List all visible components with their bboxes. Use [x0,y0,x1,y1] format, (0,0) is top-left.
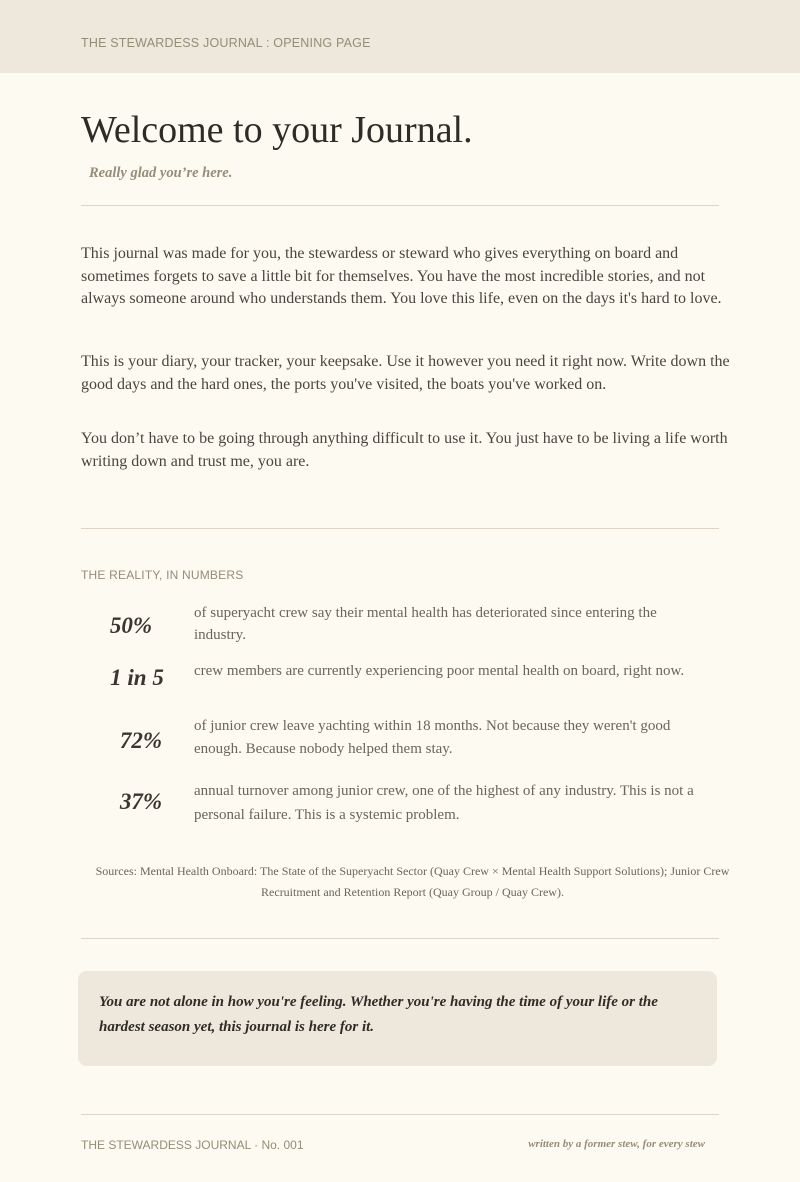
stat-value-3: 72% [119,728,163,753]
stat-text-2: crew members are currently experiencing poor mental health on board, right now. [194,663,685,679]
intro-paragraph-3: You don’t have to be going through anything difficult to use it. You just have to be living a life worth writing down and trust me, you are. [81,430,728,470]
callout-text: You are not alone in how you're feeling. Whether you're having the time of your life or the hardest season yet, this journal is here for it. [99,994,658,1035]
stat-value-1: 50% [109,613,153,638]
footer-journal-label: THE STEWARDESS JOURNAL · No. 001 [81,1138,304,1152]
top-header-bar [0,0,800,73]
stats-heading: THE REALITY, IN NUMBERS [81,568,244,582]
sources-note: Sources: Mental Health Onboard: The State of the Superyacht Sector (Quay Crew × Mental Health Support Solutions); Junior Crew Recruitment and Retention Report (Quay Group / Quay Crew). [95,864,730,899]
callout-box [78,971,717,1066]
stat-text-4: annual turnover among junior crew, one of the highest of any industry. This is not a personal failure. This is a systemic problem. [194,783,694,823]
divider [81,938,719,939]
header-title: THE STEWARDESS JOURNAL : OPENING PAGE [81,36,371,50]
stat-value-4: 37% [119,789,163,814]
stat-value-2: 1 in 5 [110,665,164,690]
intro-paragraph-2: This is your diary, your tracker, your keepsake. Use it however you need it right now. Write down the good days and the hard ones, the ports you've visited, the boats you've worked on. [81,353,730,393]
stat-text-3: of junior crew leave yachting within 18 months. Not because they weren't good enough. Because nobody helped them stay. [194,718,671,757]
page-title: Welcome to your Journal. [81,109,473,151]
divider [81,205,719,206]
stat-text-1: of superyacht crew say their mental health has deteriorated since entering the industry. [194,605,657,643]
intro-paragraph-1: This journal was made for you, the stewardess or steward who gives everything on board and sometimes forgets to save a little bit for themselves. You have the most incredible stories, and not always someone around who understands them. You love this life, even on the days it's hard to love. [81,245,722,307]
divider [81,528,719,529]
divider [81,1114,719,1115]
page-subtitle: Really glad you’re here. [89,165,233,181]
footer-tagline: written by a former stew, for every stew [528,1138,705,1150]
